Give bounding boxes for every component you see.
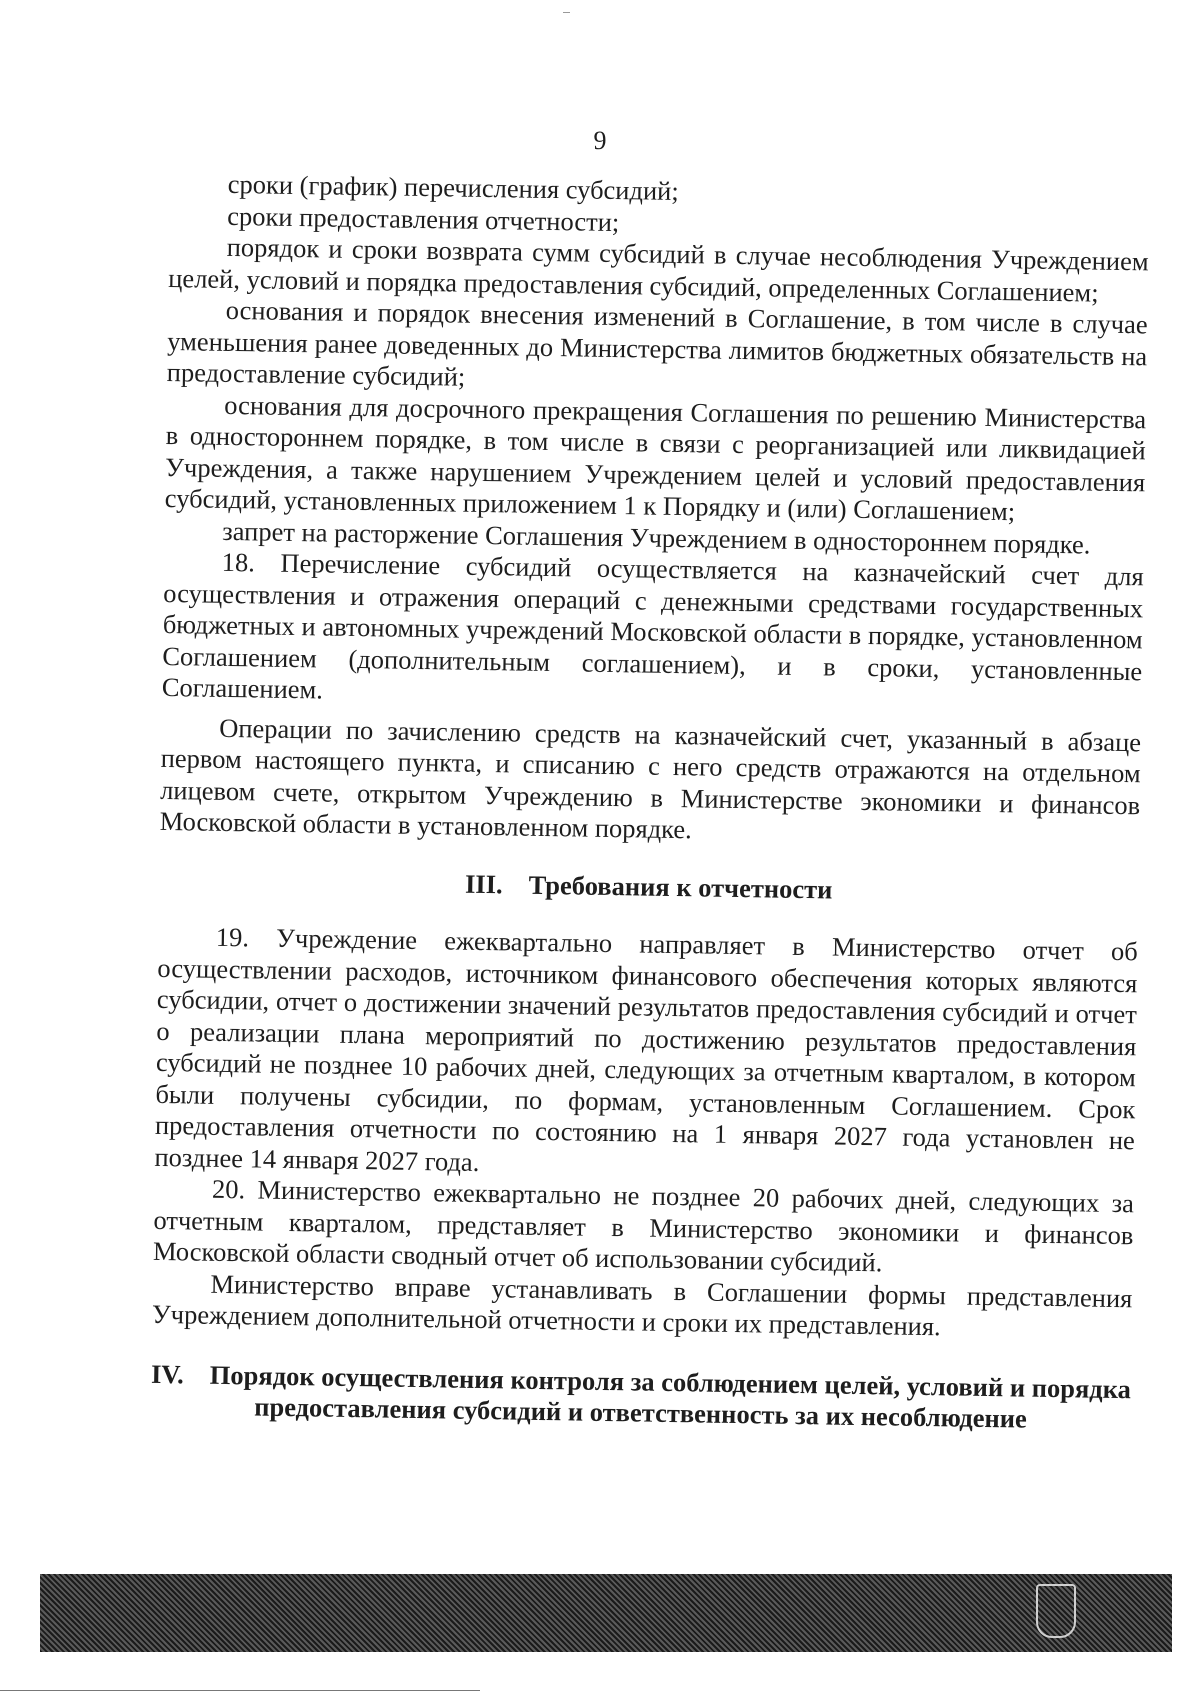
paragraph: сроки (график) перечисления субсидий; xyxy=(227,168,679,206)
paragraph: порядок и сроки возврата сумм субсидий в случае несоблюдения Учреждением целей, условий и порядка предоставления субсидий, определенных Соглашением; xyxy=(168,231,1149,308)
paragraph: сроки предоставления отчетности; xyxy=(227,200,620,237)
section-heading-4 xyxy=(150,1358,1131,1436)
section-title: Порядок осуществления контроля за соблюдением целей, условий и порядка предоставления субсидий и ответственность за их несоблюдение xyxy=(209,1359,1132,1434)
paragraph: Министерство вправе устанавливать в Соглашении формы представления Учреждением дополнительной отчетности и сроки их представления. xyxy=(151,1268,1133,1342)
page-number: 9 xyxy=(593,126,607,155)
paragraph: 19. Учреждение ежеквартально направляет в Министерство отчет об осуществлении расходов, источником финансового обеспечения которых являются субсидии, отчет о достижении значений результатов предоставления субсидий и отчет о реализации плана мероприятий по достижению результатов предоставления субсидий не позднее 10 рабочих дней, следующих за отчетным кварталом, в котором были получены субсидии, по формам, установленным Соглашением. Срок предоставления отчетности по состоянию на 1 января 2027 года установлен не позднее 14 января 2027 года. xyxy=(154,921,1139,1177)
section-number: IV. xyxy=(150,1358,185,1389)
document-body xyxy=(150,168,1150,1463)
scan-footer-band xyxy=(40,1574,1172,1652)
paragraph: основания и порядок внесения изменений в Соглашение, в том числе в случае уменьшения ранее доведенных до Министерства лимитов бюджетных обязательств на предоставление субсидий; xyxy=(166,294,1148,392)
paragraph: запрет на расторжение Соглашения Учреждением в одностороннем порядке. xyxy=(222,515,1091,560)
section-number: III. xyxy=(464,868,503,899)
paragraph: 18. Перечисление субсидий осуществляется на казначейский счет для осуществления и отражения операций с денежными средствами государственных бюджетных и автономных учреждений Московской области в порядке, установленном Соглашением (дополнительным соглашением), и в сроки, установленные Соглашением. xyxy=(161,546,1144,705)
section-heading-3 xyxy=(159,863,1139,910)
paragraph: основания для досрочного прекращения Соглашения по решению Министерства в одностороннем порядке, в том числе в связи с реорганизацией или ликвидацией Учреждения, а также нарушением Учреждением целей и условий предоставления субсидий, установленных приложением 1 к Порядку и (или) Соглашением; xyxy=(164,389,1147,527)
scan-mark xyxy=(563,12,570,13)
coat-of-arms-icon xyxy=(1036,1584,1076,1638)
scan-edge-line xyxy=(0,1690,480,1691)
paragraph: 20. Министерство ежеквартально не позднее 20 рабочих дней, следующих за отчетным кварталом, представляет в Министерство экономики и финансов Московской области сводный отчет об использовании субсидий. xyxy=(152,1173,1135,1278)
section-title: Требования к отчетности xyxy=(528,869,833,904)
paragraph: Операции по зачислению средств на казначейский счет, указанный в абзаце первом настоящего пункта, и списанию с него средств отражаются на отдельном лицевом счете, открытом Учреждению в Министерстве экономики и финансов Московской области в установленном порядке. xyxy=(159,712,1142,845)
